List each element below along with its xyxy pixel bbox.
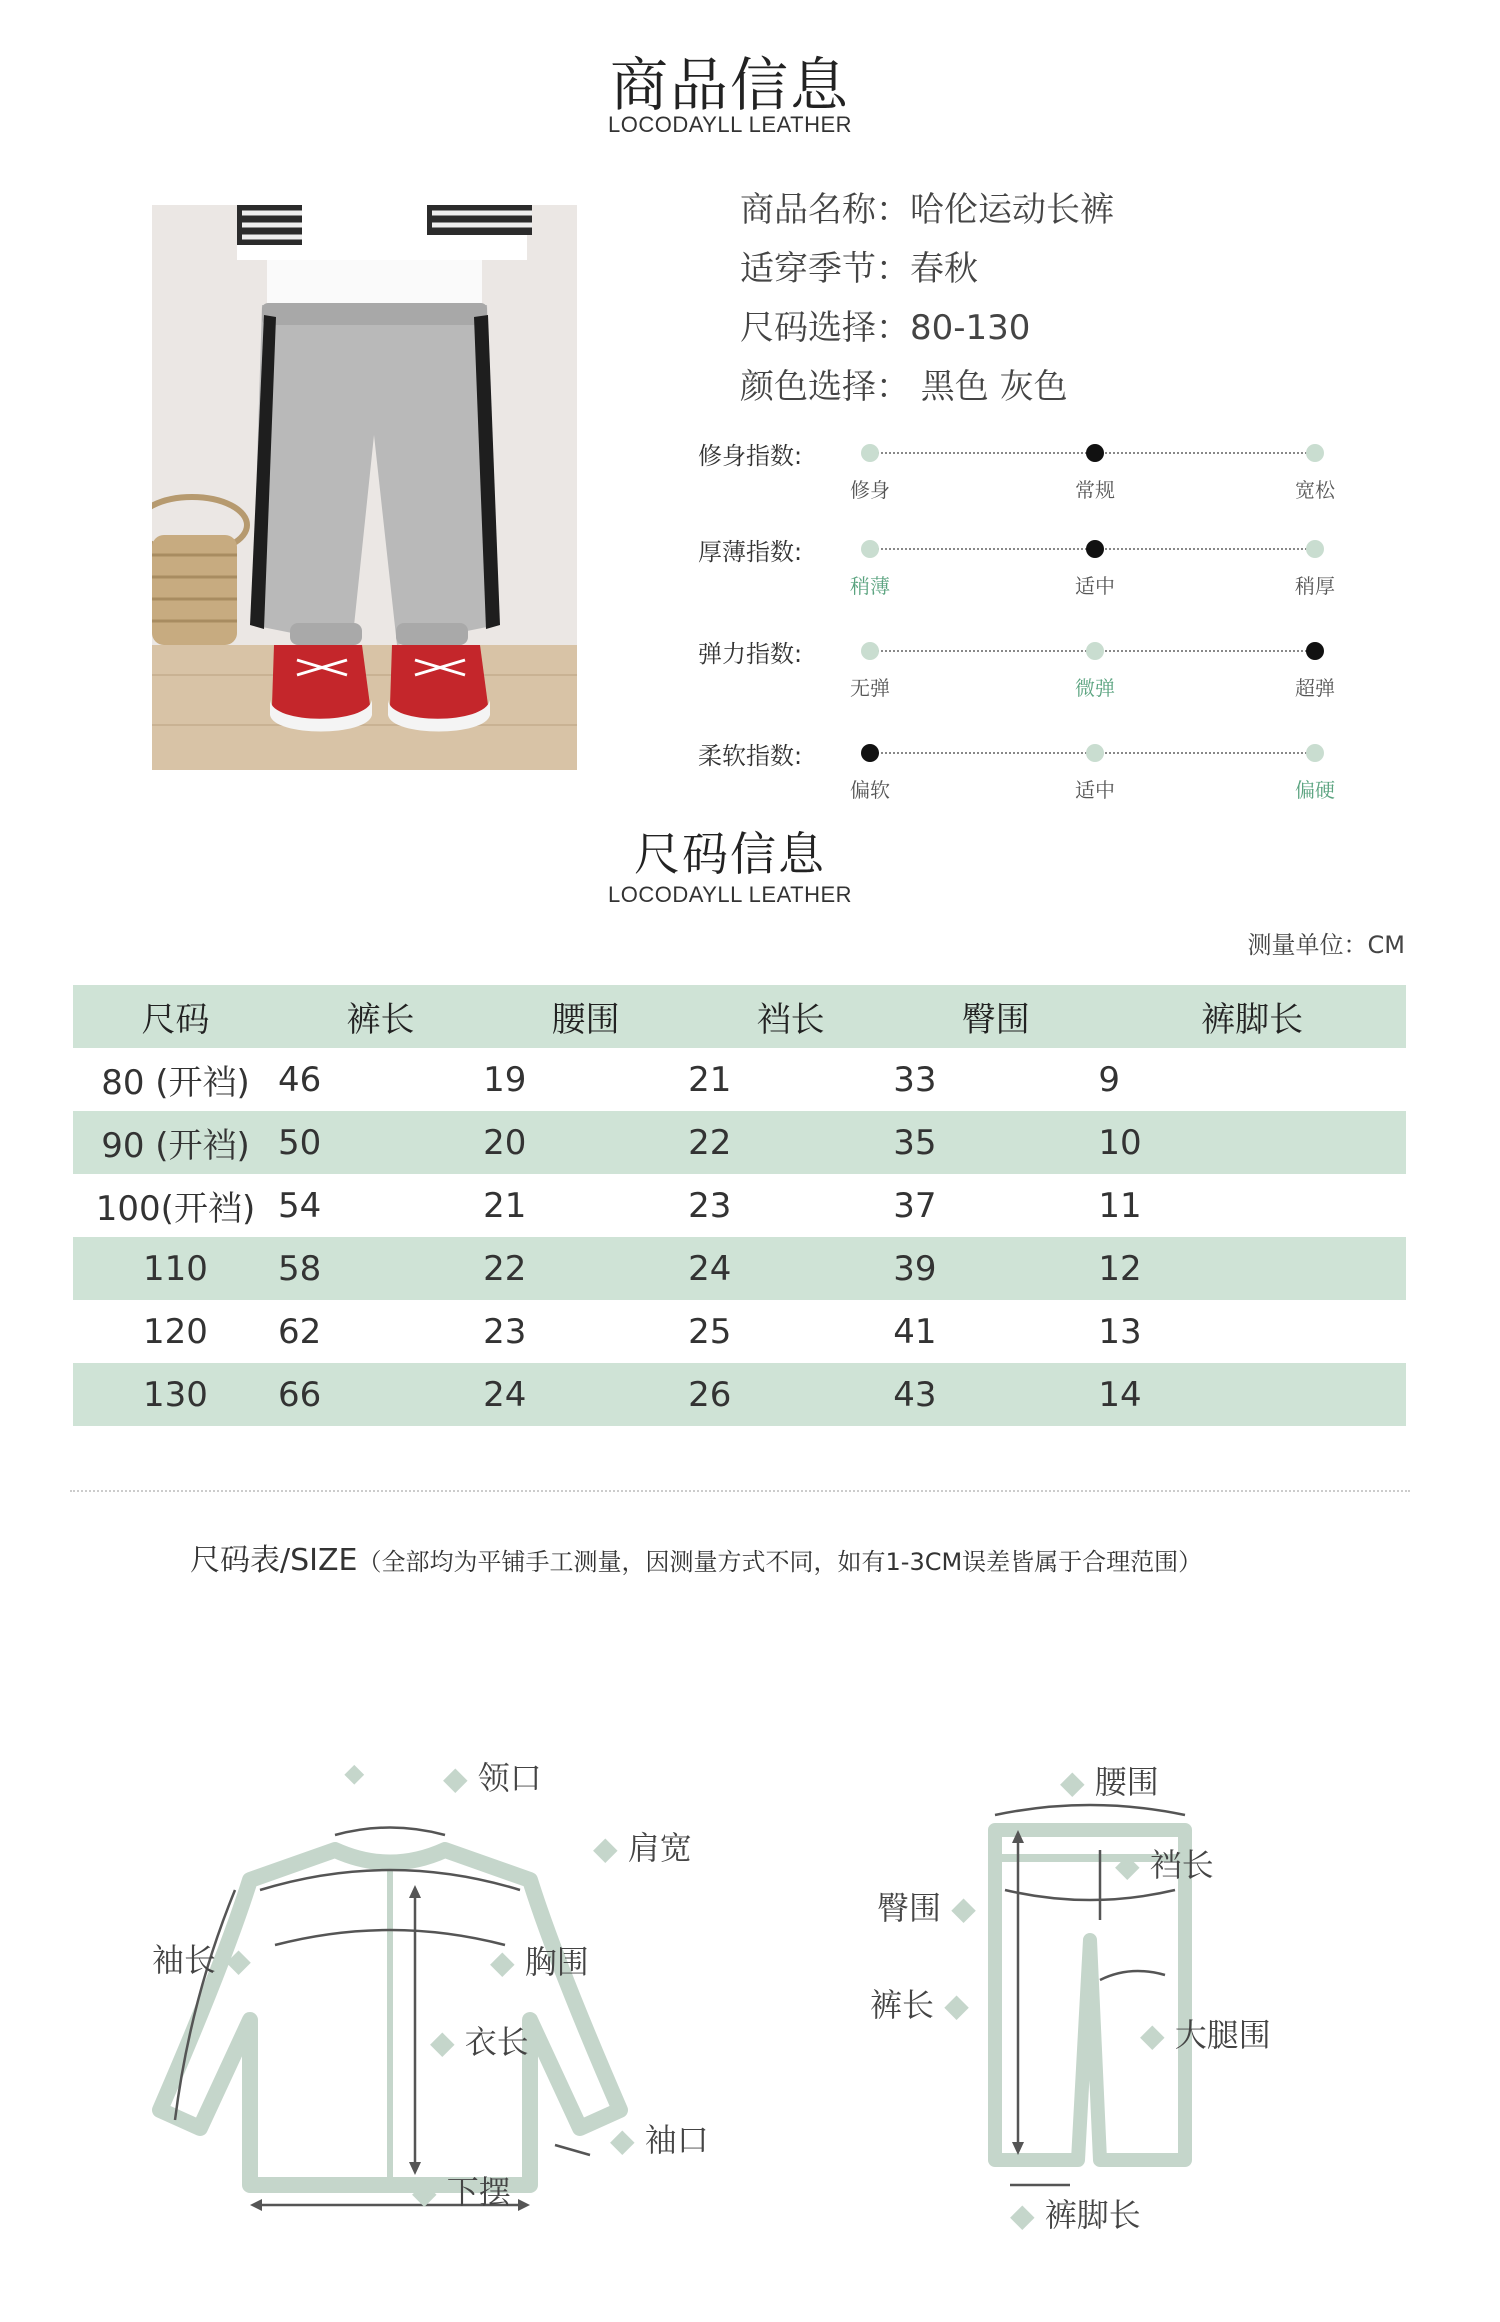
cell: 62 [278, 1311, 322, 1352]
cell: 110 [143, 1248, 208, 1289]
cell: 58 [278, 1248, 322, 1289]
cell: 23 [688, 1185, 732, 1226]
product-photo [152, 205, 577, 770]
label-crotch [1115, 1840, 1214, 1886]
size-info-title: 尺码信息 [634, 827, 826, 881]
index-marker [861, 744, 879, 762]
index-marker [1306, 744, 1324, 762]
index-marker [1306, 540, 1324, 558]
info-line-color [740, 359, 1068, 408]
index-option: 无弹 [850, 676, 890, 700]
cell: 11 [1098, 1185, 1142, 1226]
label-cuff [610, 2115, 709, 2161]
cell: 25 [688, 1311, 732, 1352]
diamond-icon: ◆ [593, 1829, 618, 1867]
cell: 22 [483, 1248, 527, 1289]
cell: 80 (开裆) [101, 1063, 250, 1103]
index-marker [1086, 744, 1104, 762]
diamond-icon: ◆ [226, 1941, 251, 1979]
size-chart-note [190, 1535, 1202, 1579]
hem-label-text: 下摆 [446, 2173, 511, 2211]
leg-opening-label-text: 裤脚长 [1044, 2196, 1141, 2234]
diamond-icon: ◆ [1010, 2196, 1035, 2234]
info-label: 商品名称 [740, 190, 876, 230]
size-table [73, 985, 1406, 1426]
cell: 23 [483, 1311, 527, 1352]
index-marker [861, 444, 879, 462]
cell: 14 [1098, 1374, 1142, 1415]
cell: 22 [688, 1122, 732, 1163]
cell: 21 [483, 1185, 527, 1226]
index-option: 修身 [850, 478, 890, 502]
index-option: 常规 [1075, 478, 1115, 502]
table-row [73, 1237, 1406, 1300]
cell: 41 [893, 1311, 937, 1352]
info-value: 哈伦运动长裤 [910, 190, 1114, 230]
col-header-size: 尺码 [141, 1000, 210, 1040]
chest-label-text: 胸围 [524, 1943, 589, 1981]
label-thigh [1140, 2010, 1271, 2056]
label-sleeve [152, 1935, 251, 1981]
label-shoulder [593, 1823, 692, 1869]
hip-label-text: 臀围 [877, 1889, 942, 1927]
info-line-season [740, 241, 978, 290]
cell: 24 [688, 1248, 732, 1289]
cell: 120 [143, 1311, 208, 1352]
table-row [73, 1048, 1406, 1111]
diamond-icon: ◆ [490, 1943, 515, 1981]
cell: 90 (开裆) [101, 1126, 250, 1166]
measure-unit: 测量单位：CM [1247, 931, 1405, 959]
diamond-icon: ◆ [1060, 1763, 1085, 1801]
cell: 21 [688, 1059, 732, 1100]
cell: 10 [1098, 1122, 1142, 1163]
product-info-title: 商品信息 [609, 51, 850, 119]
info-line-name [740, 182, 1114, 231]
info-separator: ： [876, 249, 910, 289]
diamond-icon: ◆ [1140, 2016, 1165, 2054]
index-marker [1086, 642, 1104, 660]
cell: 66 [278, 1374, 322, 1415]
cell: 37 [893, 1185, 937, 1226]
info-label: 颜色选择 [740, 367, 876, 407]
index-option: 偏硬 [1295, 778, 1335, 802]
index-marker [861, 540, 879, 558]
cell: 100(开裆) [95, 1189, 256, 1229]
index-label: 修身指数: [698, 442, 803, 470]
col-header-leg-opening: 裤脚长 [1201, 1000, 1304, 1040]
waist-label-text: 腰围 [1094, 1763, 1159, 1801]
info-value: 80-130 [910, 308, 1031, 348]
index-label: 弹力指数: [698, 640, 803, 668]
label-hip [877, 1883, 976, 1929]
diamond-icon: ◆ [443, 1759, 468, 1797]
info-label: 尺码选择 [740, 308, 876, 348]
pants-length-label-text: 裤长 [870, 1986, 935, 2024]
index-option: 稍厚 [1295, 574, 1335, 598]
index-marker [1086, 444, 1104, 462]
product-info-subtitle: LOCODAYLL LEATHER [607, 112, 853, 137]
label-hem [412, 2167, 511, 2213]
index-marker [1306, 444, 1324, 462]
cell: 20 [483, 1122, 527, 1163]
size-chart-disclaimer: （全部均为平铺手工测量，因测量方式不同，如有1-3CM误差皆属于合理范围） [357, 1548, 1203, 1576]
cell: 19 [483, 1059, 527, 1100]
label-pants-length [870, 1980, 969, 2026]
col-header-length: 裤长 [346, 1000, 415, 1040]
cell: 54 [278, 1185, 322, 1226]
index-option: 宽松 [1295, 478, 1335, 502]
table-row [73, 1363, 1406, 1426]
info-separator: ： [876, 308, 910, 348]
top-garment-diagram [150, 1760, 670, 2220]
cell: 39 [893, 1248, 937, 1289]
index-marker [1086, 540, 1104, 558]
table-row [73, 1174, 1406, 1237]
diamond-icon: ◆ [430, 2023, 455, 2061]
cell: 9 [1098, 1059, 1120, 1100]
cell: 43 [893, 1374, 937, 1415]
neck-label-text: 领口 [477, 1759, 542, 1797]
label-waist [1060, 1757, 1159, 1803]
crotch-label-text: 裆长 [1149, 1846, 1214, 1884]
diamond-icon: ◆ [944, 1986, 969, 2024]
label-leg-opening [1010, 2190, 1141, 2236]
table-row [73, 1300, 1406, 1363]
kids-pants-photo-illustration [152, 205, 577, 770]
info-separator: ： [876, 190, 910, 230]
table-header-row [73, 985, 1406, 1048]
size-info-subtitle: LOCODAYLL LEATHER [607, 882, 853, 907]
cell: 33 [893, 1059, 937, 1100]
index-option: 适中 [1075, 778, 1115, 802]
index-option: 适中 [1075, 574, 1115, 598]
cell: 12 [1098, 1248, 1142, 1289]
diamond-icon: ◆ [1115, 1846, 1140, 1884]
index-marker [1306, 642, 1324, 660]
col-header-waist: 腰围 [551, 1000, 620, 1040]
cell: 130 [143, 1374, 208, 1415]
table-row [73, 1111, 1406, 1174]
label-length [430, 2017, 529, 2063]
sleeve-label-text: 袖长 [152, 1941, 217, 1979]
length-label-text: 衣长 [464, 2023, 529, 2061]
index-option: 超弹 [1295, 676, 1335, 700]
diamond-icon: ◆ [610, 2121, 635, 2159]
info-line-size [740, 300, 1030, 349]
shoulder-label-text: 肩宽 [627, 1829, 692, 1867]
index-option: 稍薄 [850, 574, 890, 598]
col-header-hip: 臀围 [961, 1000, 1030, 1040]
index-option: 微弹 [1075, 676, 1115, 700]
info-value: 黑色 灰色 [910, 367, 1068, 407]
diamond-icon: ◆ [412, 2173, 437, 2211]
diamond-icon: ◆ [951, 1889, 976, 1927]
info-separator: ： [876, 367, 910, 407]
cell: 13 [1098, 1311, 1142, 1352]
cuff-label-text: 袖口 [644, 2121, 709, 2159]
cell: 46 [278, 1059, 322, 1100]
thigh-label-text: 大腿围 [1174, 2016, 1271, 2054]
index-label: 厚薄指数: [698, 538, 803, 566]
cell: 24 [483, 1374, 527, 1415]
info-value: 春秋 [910, 249, 978, 289]
index-marker [861, 642, 879, 660]
col-header-crotch: 裆长 [756, 1000, 825, 1040]
cell: 50 [278, 1122, 322, 1163]
cell: 35 [893, 1122, 937, 1163]
index-option: 偏软 [850, 778, 890, 802]
section-divider [70, 1490, 1410, 1492]
size-chart-title: 尺码表/SIZE [190, 1543, 358, 1578]
cell: 26 [688, 1374, 732, 1415]
label-chest [490, 1937, 589, 1983]
info-label: 适穿季节 [740, 249, 876, 289]
index-label: 柔软指数: [698, 742, 803, 770]
label-neck [443, 1753, 542, 1799]
